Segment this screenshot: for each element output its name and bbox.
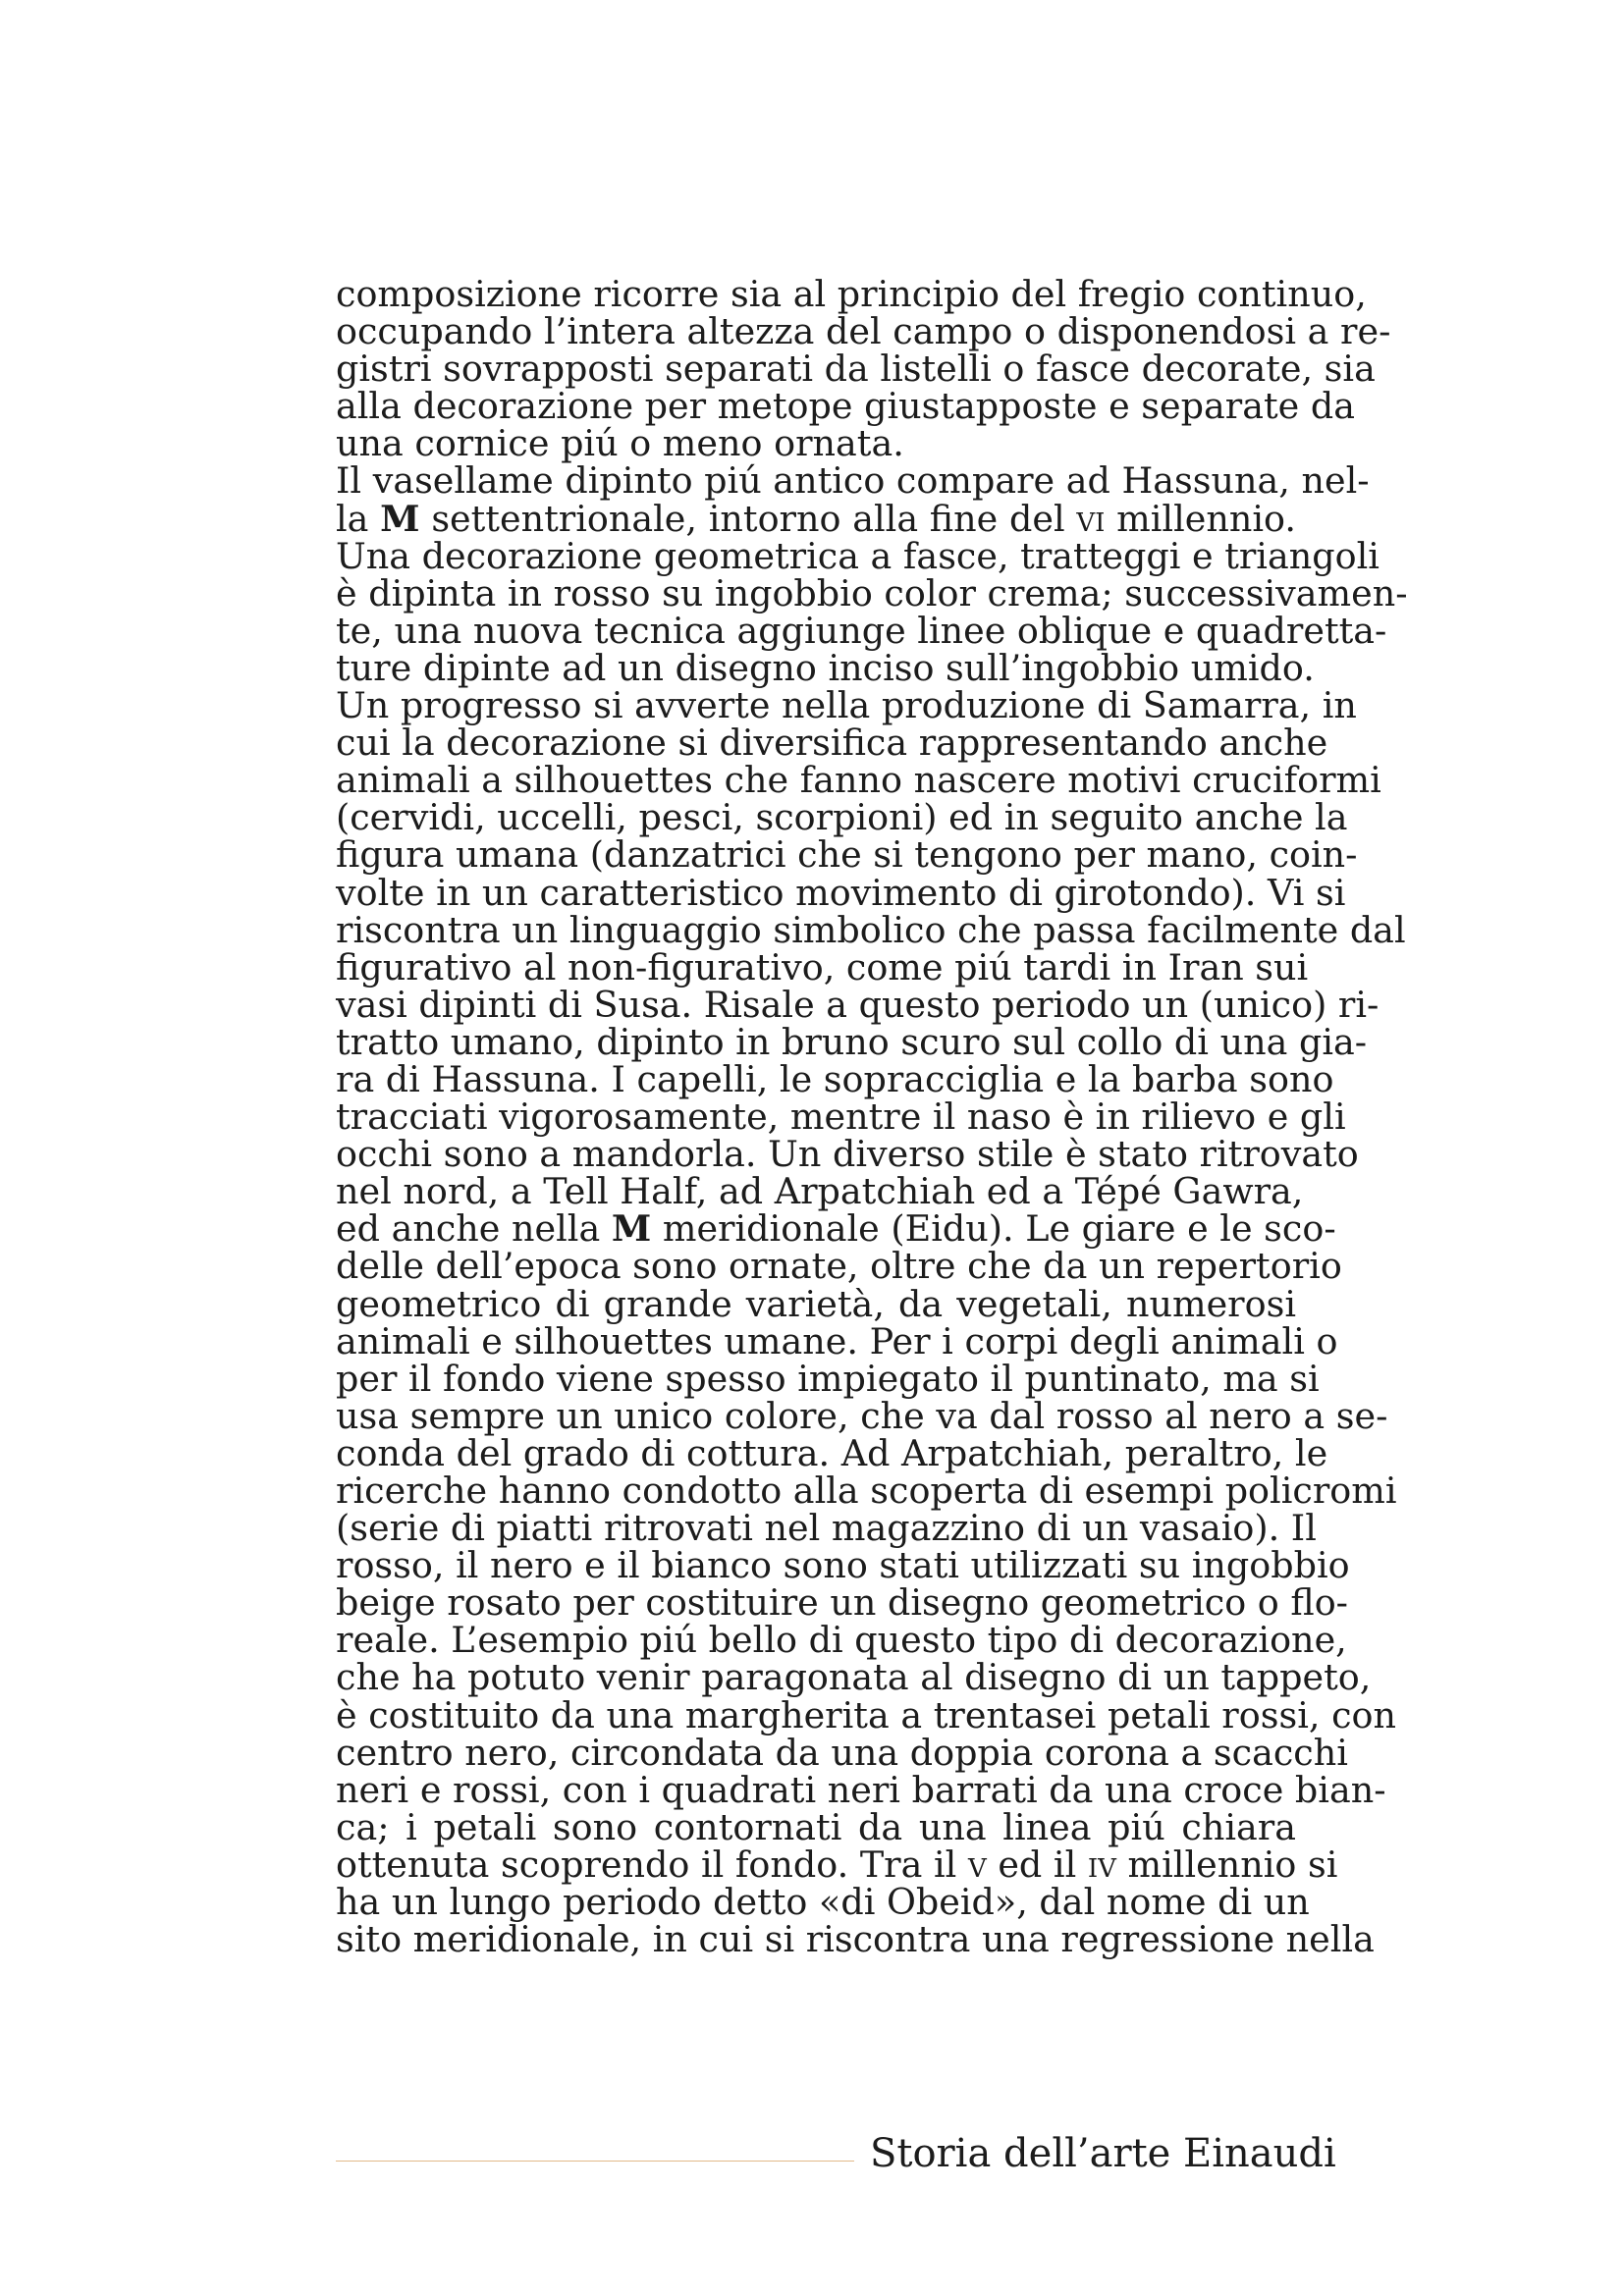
text-segment: settentrionale, intorno alla fine del [431,497,1065,540]
text-segment: millennio si [1127,1842,1338,1886]
text-segment: meridionale (Eidu). Le giare e le sco- [662,1207,1336,1251]
text-line: gistri sovrapposti separati da listelli o fasce decorate, sia [336,347,1376,391]
text-line: alla decorazione per metope giustapposte e separate da [336,385,1355,428]
text-line: Il vasellame dipinto piú antico compare ad Hassuna, nel- [336,459,1370,503]
text-line: figura umana (danzatrici che si tengono per mano, coin- [336,833,1358,877]
text-line: tracciati vigorosamente, mentre il naso è in rilievo e gli [336,1095,1346,1139]
text-line: cui la decorazione si diversifica rappresentando anche [336,721,1328,765]
text-segment: ed il [998,1842,1077,1886]
text-line: una cornice piú o meno ornata. [336,422,904,465]
text-segment: ottenuta scoprendo il fondo. Tra il [336,1842,957,1886]
text-line: vasi dipinti di Susa. Risale a questo periodo un (unico) ri- [336,983,1380,1026]
text-line: è dipinta in rosso su ingobbio color crema; successivamen- [336,571,1408,614]
text-line: riscontra un linguaggio simbolico che passa facilmente dal [336,908,1406,951]
text-line: rosso, il nero e il bianco sono stati utilizzati su ingobbio [336,1544,1350,1587]
body-text [336,273,1408,1961]
text-line [336,1842,1338,1886]
roman-numeral: iv [1087,1842,1116,1886]
text-line: animali e silhouettes umane. Per i corpi degli animali o [336,1319,1338,1362]
text-line: animali a silhouettes che fanno nascere motivi cruciformi [336,759,1381,802]
text-line: conda del grado di cottura. Ad Arpatchiah, peraltro, le [336,1431,1328,1474]
text-line: occhi sono a mandorla. Un diverso stile è stato ritrovato [336,1133,1359,1176]
text-line: Un progresso si avverte nella produzione di Samarra, in [336,684,1357,727]
footer-title: Storia dell’arte Einaudi [870,2131,1336,2176]
text-line: occupando l’intera altezza del campo o disponendosi a re- [336,310,1391,353]
text-line: beige rosato per costituire un disegno geometrico o flo- [336,1581,1349,1625]
text-line: ca; i petali sono contornati da una linea piú chiara [336,1805,1296,1848]
text-segment: la [336,497,369,540]
mesopotamia-abbreviation: M [611,1207,652,1251]
text-line: per il fondo viene spesso impiegato il puntinato, ma si [336,1357,1320,1400]
text-line: centro nero, circondata da una doppia corona a scacchi [336,1731,1348,1774]
text-line: usa sempre un unico colore, che va dal rosso al nero a se- [336,1394,1388,1437]
text-line: geometrico di grande varietà, da vegetali, numerosi [336,1282,1296,1325]
roman-numeral: vi [1076,497,1106,540]
text-line: sito meridionale, in cui si riscontra una regressione nella [336,1918,1375,1961]
text-line: Una decorazione geometrica a fasce, tratteggi e triangoli [336,534,1380,577]
text-line [336,1207,1336,1251]
text-line: ture dipinte ad un disegno inciso sull’ingobbio umido. [336,646,1315,689]
text-line: (cervidi, uccelli, pesci, scorpioni) ed in seguito anche la [336,796,1348,839]
mesopotamia-abbreviation: M [380,497,420,540]
text-line: che ha potuto venir paragonata al disegno di un tappeto, [336,1656,1372,1699]
text-line: figurativo al non-figurativo, come piú tardi in Iran sui [336,945,1309,988]
text-line: ra di Hassuna. I capelli, le sopracciglia e la barba sono [336,1057,1334,1100]
text-segment: millennio. [1116,497,1296,540]
text-line: tratto umano, dipinto in bruno scuro sul collo di una gia- [336,1020,1368,1063]
text-line: reale. L’esempio piú bello di questo tipo di decorazione, [336,1619,1347,1662]
text-line: composizione ricorre sia al principio del fregio continuo, [336,273,1367,315]
roman-numeral: v [967,1842,987,1886]
text-line: è costituito da una margherita a trentasei petali rossi, con [336,1693,1396,1736]
text-line: ricerche hanno condotto alla scoperta di esempi policromi [336,1469,1397,1512]
text-line [336,497,1296,540]
text-line: nel nord, a Tell Half, ad Arpatchiah ed a Tépé Gawra, [336,1170,1304,1213]
text-line: te, una nuova tecnica aggiunge linee oblique e quadretta- [336,609,1387,652]
text-line: delle dell’epoca sono ornate, oltre che da un repertorio [336,1245,1342,1288]
text-line: ha un lungo periodo detto «di Obeid», dal nome di un [336,1881,1310,1924]
text-line: volte in un caratteristico movimento di girotondo). Vi si [336,871,1346,914]
footer-rule [336,2161,854,2162]
text-segment: ed anche nella [336,1207,601,1251]
text-line: neri e rossi, con i quadrati neri barrati da una croce bian- [336,1768,1386,1811]
text-line: (serie di piatti ritrovati nel magazzino di un vasaio). Il [336,1507,1317,1550]
